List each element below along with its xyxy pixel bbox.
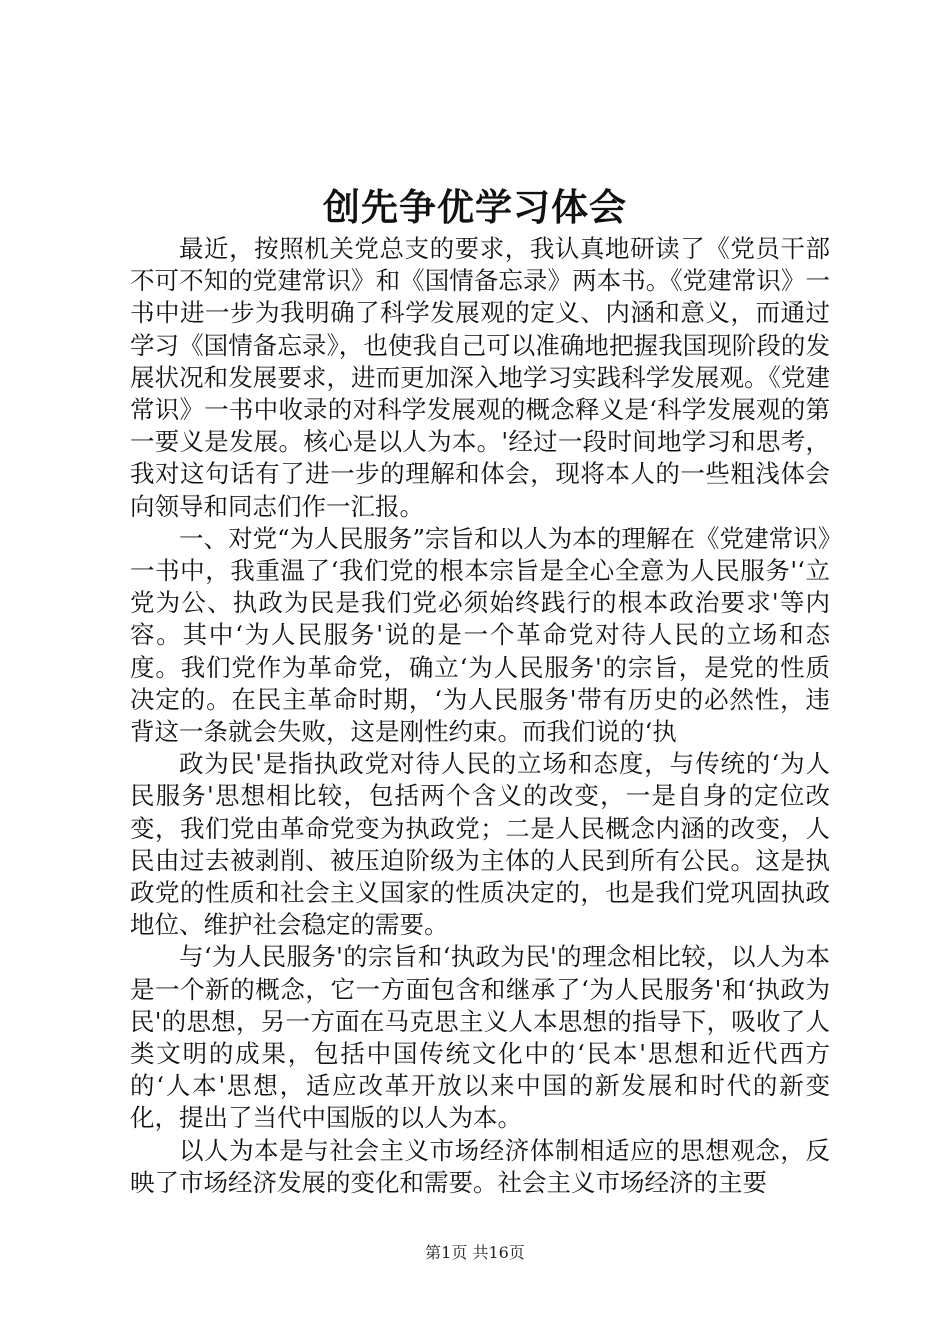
paragraph-5: 以人为本是与社会主义市场经济体制相适应的思想观念，反映了市场经济发展的变化和需要。社会主义市场经济的主要 xyxy=(130,1135,830,1197)
document-body xyxy=(130,233,830,1199)
document-title: 创先争优学习体会 xyxy=(323,185,627,229)
paragraph-3: 政为民'是指执政党对待人民的立场和态度，与传统的‘为人民服务'思想相比较，包括两个含义的改变，一是自身的定位改变，我们党由革命党变为执政党；二是人民概念内涵的改变，人民由过去被剥削、被压迫阶级为主体的人民到所有公民。这是执政党的性质和社会主义国家的性质决定的，也是我们党巩固执政地位、维护社会稳定的需要。 xyxy=(130,749,830,940)
page-number-footer: 第1页 共16页 xyxy=(425,1243,525,1262)
paragraph-1: 最近，按照机关党总支的要求，我认真地研读了《党员干部不可不知的党建常识》和《国情备忘录》两本书。《党建常识》一书中进一步为我明确了科学发展观的定义、内涵和意义，而通过学习《国情备忘录》，也使我自己可以准确地把握我国现阶段的发展状况和发展要求，进而更加深入地学习实践科学发展观。《党建常识》一书中收录的对科学发展观的概念释义是‘科学发展观的第一要义是发展。核心是以人为本。'经过一段时间地学习和思考，我对这句话有了进一步的理解和体会，现将本人的一些粗浅体会向领导和同志们作一汇报。 xyxy=(130,234,830,521)
paragraph-2: 一、对党“为人民服务”宗旨和以人为本的理解在《党建常识》一书中，我重温了‘我们党的根本宗旨是全心全意为人民服务'‘立党为公、执政为民是我们党必须始终践行的根本政治要求'等内容。其中‘为人民服务'说的是一个革命党对待人民的立场和态度。我们党作为革命党，确立‘为人民服务'的宗旨，是党的性质决定的。在民主革命时期，‘为人民服务'带有历史的必然性，违背这一条就会失败，这是刚性约束。而我们说的‘执 xyxy=(130,523,830,747)
paragraph-4: 与‘为人民服务'的宗旨和‘执政为民'的理念相比较，以人为本是一个新的概念，它一方面包含和继承了‘为人民服务'和‘执政为民'的思想，另一方面在马克思主义人本思想的指导下，吸收了人类文明的成果，包括中国传统文化中的‘民本'思想和近代西方的‘人本'思想，适应改革开放以来中国的新发展和时代的新变化，提出了当代中国版的以人为本。 xyxy=(130,942,830,1133)
